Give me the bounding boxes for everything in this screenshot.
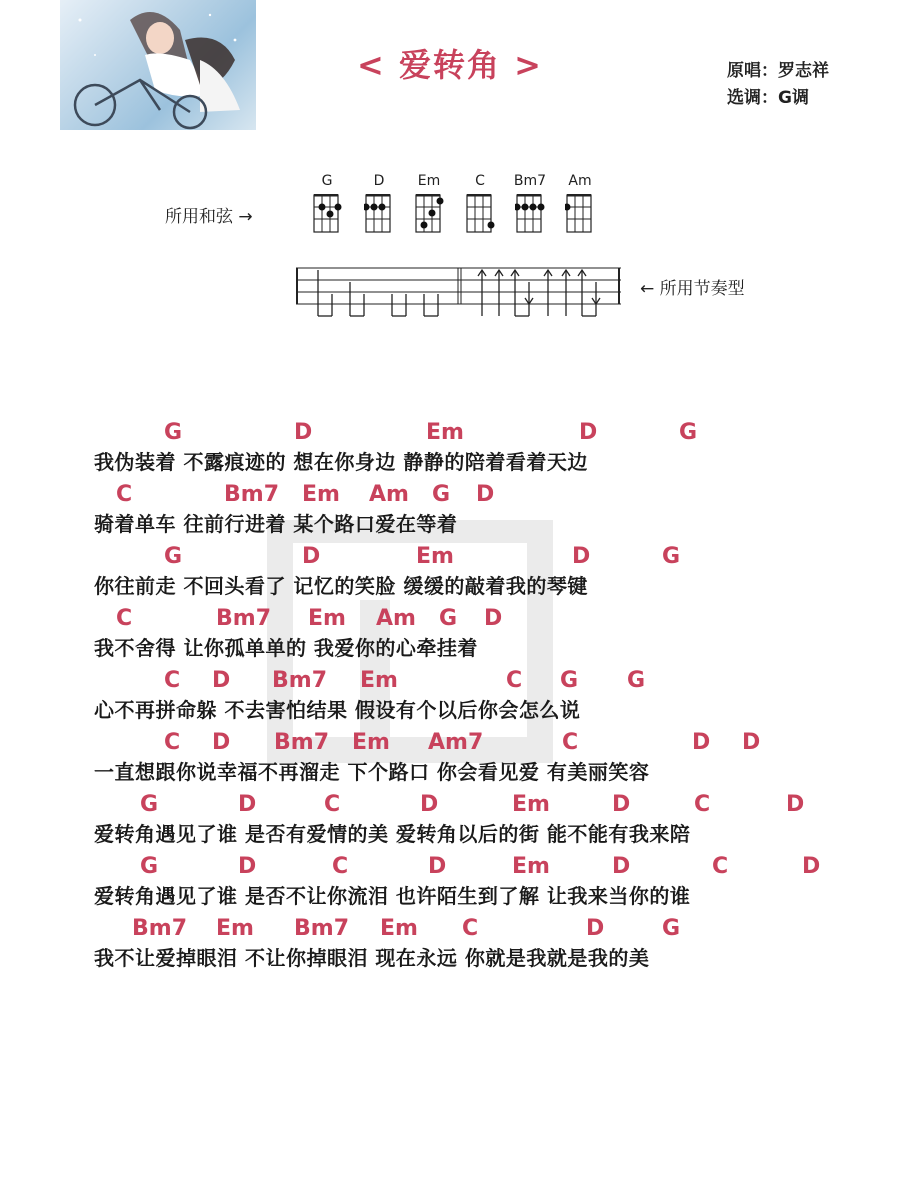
chord-label: D: [742, 730, 761, 755]
chord-label: Bm7: [216, 606, 271, 631]
chord-label: Em: [512, 854, 550, 879]
chord-label: D: [238, 854, 257, 879]
chord-diagram-name: Am: [568, 173, 592, 189]
chord-label: D: [612, 854, 631, 879]
chord-line: [94, 606, 874, 634]
chord-diagram-name: Bm7: [513, 173, 547, 189]
chord-label: Em: [352, 730, 390, 755]
chord-line: [94, 544, 874, 572]
rhythm-notation: [296, 264, 621, 320]
chord-label: G: [432, 482, 451, 507]
chord-label: C: [712, 854, 729, 879]
chord-label: G: [140, 854, 159, 879]
chord-label: D: [579, 420, 598, 445]
chord-label: C: [164, 668, 181, 693]
chord-label: D: [212, 668, 231, 693]
chord-label: Am7: [428, 730, 484, 755]
rhythm-used-label: ← 所用节奏型: [640, 279, 745, 299]
rhythm-pattern: [296, 264, 621, 324]
chord-label: G: [164, 420, 183, 445]
chord-line: [94, 420, 874, 448]
chord-label: Em: [360, 668, 398, 693]
chord-label: Em: [426, 420, 464, 445]
chord-diagram-name: D: [373, 173, 385, 189]
chord-label: G: [140, 792, 159, 817]
chord-label: G: [627, 668, 646, 693]
chord-label: G: [662, 916, 681, 941]
couple-on-bicycle-illustration: [60, 0, 256, 130]
chord-label: G: [662, 544, 681, 569]
chord-label: D: [302, 544, 321, 569]
lyric-line: 我伪装着 不露痕迹的 想在你身边 静静的陪着看着天边: [94, 450, 588, 474]
chord-label: Em: [308, 606, 346, 631]
chord-label: Em: [512, 792, 550, 817]
fretboard-g: [312, 194, 342, 234]
chord-label: C: [506, 668, 523, 693]
lyric-line: 骑着单车 往前行进着 某个路口爱在等着: [94, 512, 458, 536]
lyrics-sheet: [94, 420, 874, 978]
chord-line: [94, 916, 874, 944]
chord-label: C: [164, 730, 181, 755]
lyric-line: 爱转角遇见了谁 是否有爱情的美 爱转角以后的街 能不能有我来陪: [94, 822, 691, 846]
chord-label: D: [692, 730, 711, 755]
chord-diagram-name: Em: [417, 173, 441, 189]
selected-key: 选调：G调: [727, 88, 809, 108]
lyric-line: 我不让爱掉眼泪 不让你掉眼泪 现在永远 你就是我就是我的美: [94, 946, 650, 970]
chord-label: D: [484, 606, 503, 631]
lyric-line: 心不再拼命躲 不去害怕结果 假设有个以后你会怎么说: [94, 698, 581, 722]
lyric-line: 爱转角遇见了谁 是否不让你流泪 也许陌生到了解 让我来当你的谁: [94, 884, 691, 908]
chord-label: Em: [216, 916, 254, 941]
chord-label: Bm7: [294, 916, 349, 941]
chord-line: [94, 482, 874, 510]
chord-label: G: [679, 420, 698, 445]
chord-label: Em: [380, 916, 418, 941]
chord-label: Em: [302, 482, 340, 507]
chord-label: G: [439, 606, 458, 631]
chord-label: Bm7: [272, 668, 327, 693]
fretboard-d: [364, 194, 394, 234]
chord-line: [94, 730, 874, 758]
chord-label: C: [562, 730, 579, 755]
chord-label: Am: [369, 482, 409, 507]
chord-label: C: [694, 792, 711, 817]
chord-label: C: [332, 854, 349, 879]
chord-label: Em: [416, 544, 454, 569]
chord-label: D: [802, 854, 821, 879]
chord-label: D: [476, 482, 495, 507]
chord-label: C: [116, 606, 133, 631]
chord-label: D: [586, 916, 605, 941]
chord-label: D: [428, 854, 447, 879]
fretboard-bm7: [515, 194, 545, 234]
chord-line: [94, 668, 874, 696]
fretboard-c: [465, 194, 495, 234]
chord-diagram-name: G: [321, 173, 333, 189]
chord-label: D: [612, 792, 631, 817]
cover-illustration: [60, 0, 256, 130]
chord-label: G: [560, 668, 579, 693]
chord-label: C: [462, 916, 479, 941]
chord-label: D: [572, 544, 591, 569]
chord-label: Am: [376, 606, 416, 631]
chord-label: G: [164, 544, 183, 569]
chord-label: Bm7: [274, 730, 329, 755]
chord-label: D: [238, 792, 257, 817]
lyric-line: 一直想跟你说幸福不再溜走 下个路口 你会看见爱 有美丽笑容: [94, 760, 650, 784]
chord-line: [94, 854, 874, 882]
fretboard-am: [565, 194, 595, 234]
chord-label: D: [420, 792, 439, 817]
fretboard-em: [414, 194, 444, 234]
chord-label: D: [212, 730, 231, 755]
chords-used-label: 所用和弦 →: [165, 207, 253, 227]
lyric-line: 我不舍得 让你孤单单的 我爱你的心牵挂着: [94, 636, 478, 660]
chord-label: C: [116, 482, 133, 507]
chord-label: D: [294, 420, 313, 445]
chord-label: C: [324, 792, 341, 817]
original-singer: 原唱：罗志祥: [727, 61, 829, 81]
lyric-line: 你往前走 不回头看了 记忆的笑脸 缓缓的敲着我的琴键: [94, 574, 588, 598]
song-title: < 爱转角 >: [357, 46, 543, 84]
chord-label: D: [786, 792, 805, 817]
chord-line: [94, 792, 874, 820]
chord-label: Bm7: [132, 916, 187, 941]
chord-diagram-name: C: [475, 173, 485, 189]
chord-label: Bm7: [224, 482, 279, 507]
